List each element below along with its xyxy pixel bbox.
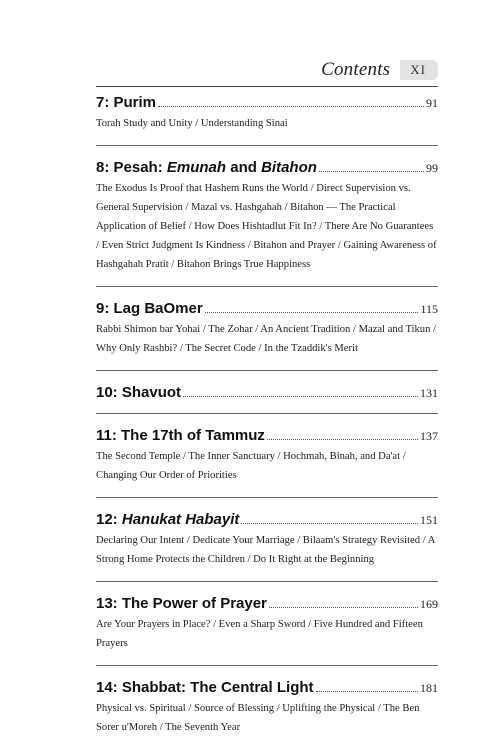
chapter-title: 8: Pesah: Emunah and Bitahon	[96, 159, 317, 176]
divider	[96, 370, 438, 371]
toc-entry-head	[96, 94, 438, 111]
toc-entry-head	[96, 511, 438, 528]
page-number: 91	[426, 96, 438, 110]
running-header	[321, 58, 438, 82]
toc-entry-head	[96, 595, 438, 612]
divider	[96, 665, 438, 666]
toc-entry[interactable]	[96, 159, 438, 274]
dot-leader	[241, 522, 418, 524]
page-number: 99	[426, 161, 438, 175]
subtopics: Torah Study and Unity / Understanding Sinai	[96, 118, 288, 129]
page-number: 169	[420, 597, 438, 611]
chapter-title: 13: The Power of Prayer	[96, 595, 267, 612]
toc-entry[interactable]	[96, 427, 438, 485]
toc-entry[interactable]	[96, 300, 438, 358]
page-number: 137	[420, 429, 438, 443]
divider	[96, 581, 438, 582]
toc-entry-head	[96, 427, 438, 444]
page-number: 181	[420, 681, 438, 695]
header-rule	[96, 86, 438, 87]
toc-entry-head	[96, 679, 438, 696]
dot-leader	[183, 395, 418, 397]
chapter-title: 14: Shabbat: The Central Light	[96, 679, 314, 696]
page-number: 115	[420, 302, 438, 316]
toc-entry[interactable]	[96, 679, 438, 737]
chapter-title: 10: Shavuot	[96, 384, 182, 401]
toc-list	[96, 94, 438, 737]
toc-entry[interactable]	[96, 94, 438, 133]
chapter-title: 7: Purim	[96, 94, 157, 111]
chapter-title: 11: The 17th of Tammuz	[96, 427, 265, 444]
toc-entry[interactable]	[96, 384, 438, 401]
dot-leader	[269, 606, 418, 608]
subtopics: Declaring Our Intent / Dedicate Your Marriage / Bilaam's Strategy Revisited / A Strong Home Protects the Children / Do It Right at the Beginning	[96, 535, 435, 565]
dot-leader	[316, 690, 418, 692]
divider	[96, 413, 438, 414]
divider	[96, 286, 438, 287]
subtopics: Rabbi Shimon bar Yohai / The Zohar / An Ancient Tradition / Mazal and Tikun / Why Only Rashbi? / The Secret Code / In the Tzaddik's Merit	[96, 324, 436, 354]
page-label: XI	[410, 62, 426, 77]
toc-entry-head	[96, 300, 438, 317]
dot-leader	[205, 311, 419, 313]
page-number: 131	[420, 386, 438, 400]
chapter-title: 12: Hanukat Habayit	[96, 511, 240, 528]
section-title: Contents	[321, 59, 391, 80]
dot-leader	[267, 438, 418, 440]
subtopics: Are Your Prayers in Place? / Even a Sharp Sword / Five Hundred and Fifteen Prayers	[96, 619, 423, 649]
page-label-box	[400, 60, 438, 80]
chapter-title: 9: Lag BaOmer	[96, 300, 203, 317]
toc-entry-head	[96, 384, 438, 401]
subtopics: Physical vs. Spiritual / Source of Blessing / Uplifting the Physical / The Ben Sorer u'Moreh / The Seventh Year	[96, 703, 420, 733]
toc-entry[interactable]	[96, 595, 438, 653]
subtopics: The Second Temple / The Inner Sanctuary / Hochmah, Binah, and Da'at / Changing Our Order of Priorities	[96, 451, 406, 481]
toc-entry[interactable]	[96, 511, 438, 569]
page-number: 151	[420, 513, 438, 527]
divider	[96, 497, 438, 498]
divider	[96, 145, 438, 146]
subtopics: The Exodus Is Proof that Hashem Runs the World / Direct Supervision vs. General Supervision / Mazal vs. Hashgahah / Bitahon — The Practical Application of Belief / How Does Hishtadlut Fit In? / There Are No Guarantees / Even Strict Judgment Is Kindness / Bitahon and Prayer / Gaining Awareness of Hashgahah Pratit / Bitahon Brings True Happiness	[96, 183, 437, 270]
toc-entry-head	[96, 159, 438, 176]
dot-leader	[158, 105, 424, 107]
dot-leader	[319, 170, 424, 172]
